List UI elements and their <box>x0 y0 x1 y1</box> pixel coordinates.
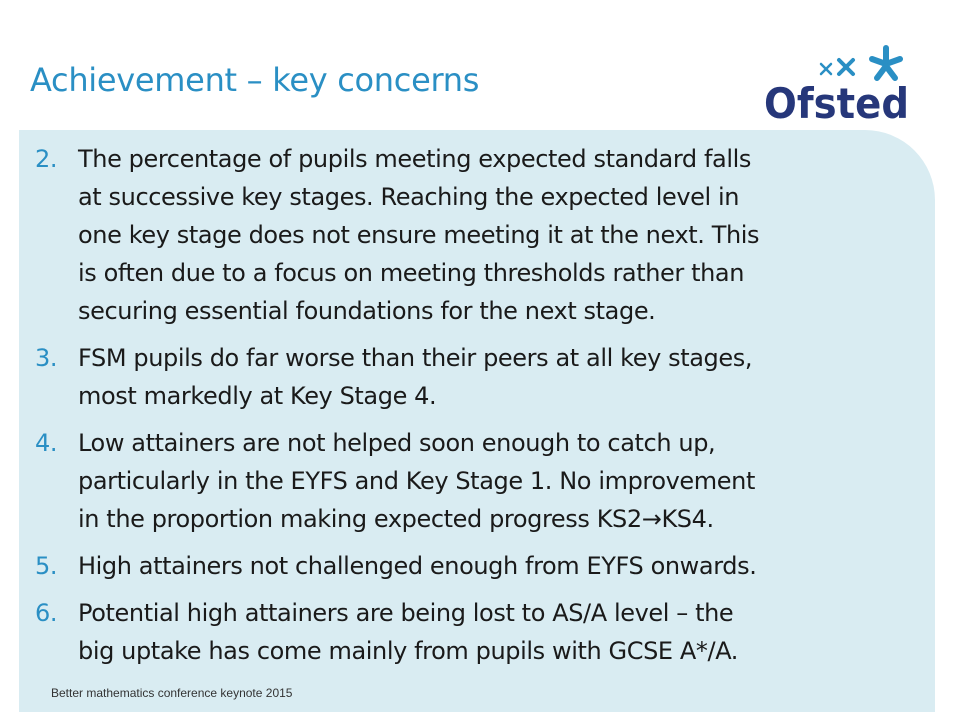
slide-title: Achievement – key concerns <box>30 61 480 99</box>
logo-text: Ofsted <box>764 79 909 126</box>
item-number: 3. <box>35 344 58 372</box>
concern-item <box>35 424 920 538</box>
slide-footer: Better mathematics conference keynote 2015 <box>51 686 293 700</box>
logo-stars <box>821 48 900 78</box>
concerns-list <box>35 140 920 679</box>
logo-star-small-icon <box>821 64 831 74</box>
item-text: High attainers not challenged enough from EYFS onwards. <box>78 552 757 580</box>
ofsted-logo <box>760 42 920 126</box>
concern-item <box>35 547 920 585</box>
concern-item <box>35 140 920 330</box>
item-number: 4. <box>35 429 58 457</box>
item-number: 6. <box>35 599 58 627</box>
item-text: Potential high attainers are being lost to AS/A level – the big uptake has come mainly from pupils with GCSE A*/A. <box>78 599 739 665</box>
item-text: The percentage of pupils meeting expected standard falls at successive key stages. Reaching the expected level in one key stage does not ensure meeting it at the next. This is often due to a focus on meeting thresholds rather than securing essential foundations for the next stage. <box>78 145 760 325</box>
concern-item <box>35 594 920 670</box>
logo-star-large-icon <box>872 48 900 78</box>
item-text: Low attainers are not helped soon enough to catch up, particularly in the EYFS and Key Stage 1. No improvement in the proportion making expected progress KS2→KS4. <box>78 429 755 533</box>
item-number: 2. <box>35 145 58 173</box>
item-number: 5. <box>35 552 58 580</box>
concern-item <box>35 339 920 415</box>
logo-star-medium-icon <box>839 60 853 74</box>
item-text: FSM pupils do far worse than their peers at all key stages, most markedly at Key Stage 4. <box>78 344 753 410</box>
